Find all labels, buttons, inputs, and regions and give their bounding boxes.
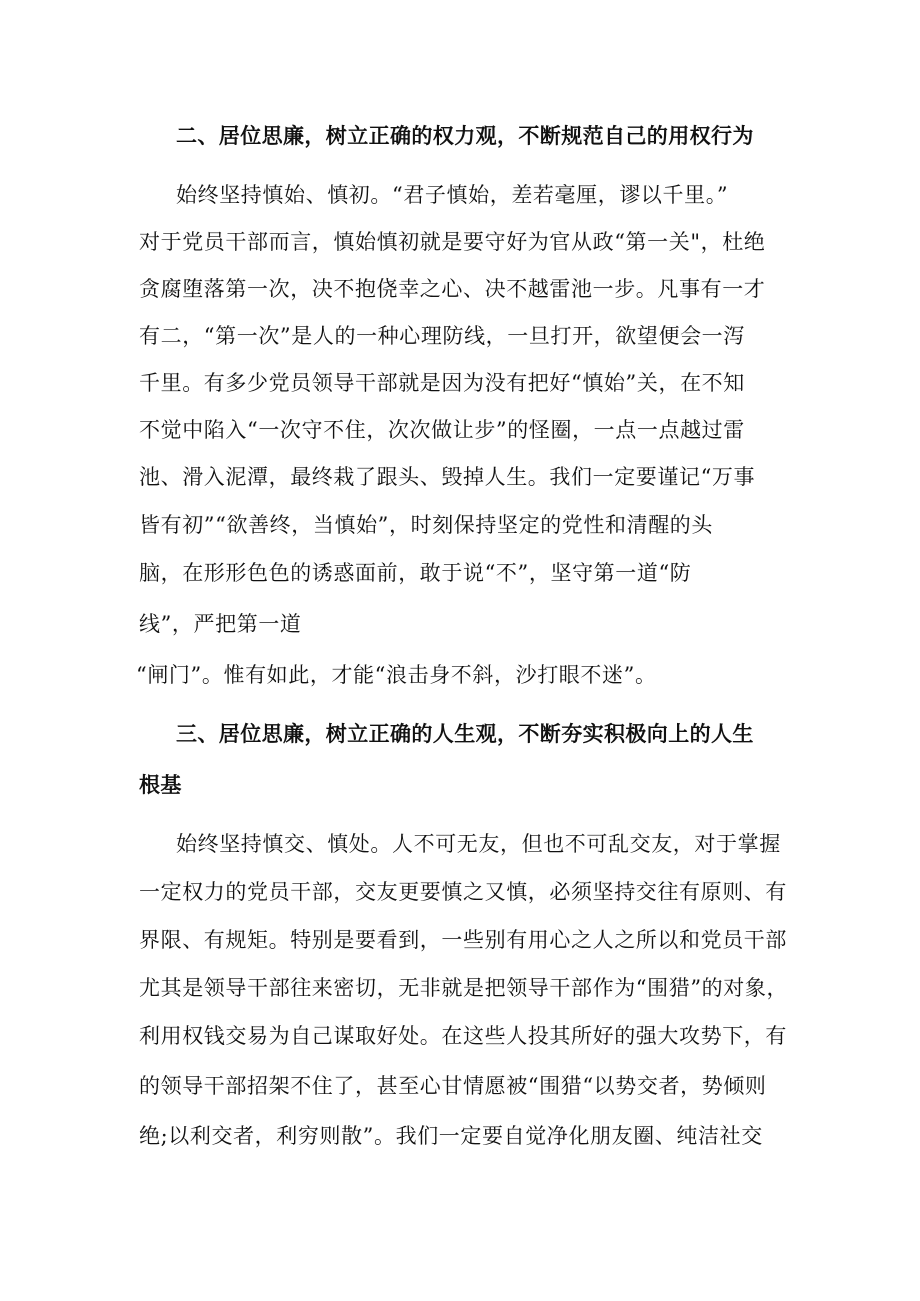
paragraph-line: 始终坚持慎交、慎处。人不可无友，但也不可乱交友，对于掌握 — [176, 832, 781, 856]
paragraph-line: 一定权力的党员干部，交友更要慎之又慎，必须坚持交往有原则、有 — [139, 880, 787, 904]
paragraph-line: 千里。有多少党员领导干部就是因为没有把好“慎始”关，在不知 — [139, 371, 745, 395]
paragraph-line: 对于党员干部而言，慎始慎初就是要守好为官从政“第一关"，杜绝 — [139, 230, 766, 254]
paragraph-line: “闸门”。惟有如此，才能“浪击身不斜，沙打眼不迷”。 — [136, 663, 657, 687]
paragraph-line: 尤其是领导干部往来密切，无非就是把领导干部作为“围猎”的对象， — [139, 976, 789, 1000]
paragraph-line: 绝;以利交者，利穷则散”。我们一定要自觉净化朋友圈、纯洁社交 — [139, 1124, 763, 1148]
section-3-heading: 三、居位思廉，树立正确的人生观，不断夯实积极向上的人生 — [176, 722, 754, 746]
paragraph-line: 始终坚持慎始、慎初。“君子慎始，差若毫厘，谬以千里。” — [176, 183, 729, 207]
paragraph-line: 界限、有规矩。特别是要看到，一些别有用心之人之所以和党员干部 — [139, 928, 787, 952]
paragraph-line: 不觉中陷入“一次守不住，次次做让步”的怪圈，一点一点越过雷 — [139, 418, 745, 442]
section-3-heading-continued: 根基 — [139, 773, 182, 797]
paragraph-line: 有二，“第一次”是人的一种心理防线，一旦打开，欲望便会一泻 — [139, 324, 745, 348]
paragraph-line: 的领导干部招架不住了，甚至心甘情愿被“围猎“以势交者，势倾则 — [139, 1074, 767, 1098]
paragraph-line: 贪腐堕落第一次，决不抱侥幸之心、决不越雷池一步。凡事有一才 — [139, 277, 766, 301]
paragraph-line: 池、滑入泥潭，最终栽了跟头、毁掉人生。我们一定要谨记“万事 — [139, 465, 756, 489]
paragraph-line: 脑，在形形色色的诱惑面前，敢于说“不”，坚守第一道“防 — [139, 561, 692, 585]
paragraph-line: 皆有初”“欲善终，当慎始”，时刻保持坚定的党性和清醒的头 — [139, 513, 714, 537]
paragraph-line: 线”，严把第一道 — [139, 612, 302, 636]
section-2-heading: 二、居位思廉，树立正确的权力观，不断规范自己的用权行为 — [176, 124, 754, 148]
paragraph-line: 利用权钱交易为自己谋取好处。在这些人投其所好的强大攻势下，有 — [139, 1024, 787, 1048]
